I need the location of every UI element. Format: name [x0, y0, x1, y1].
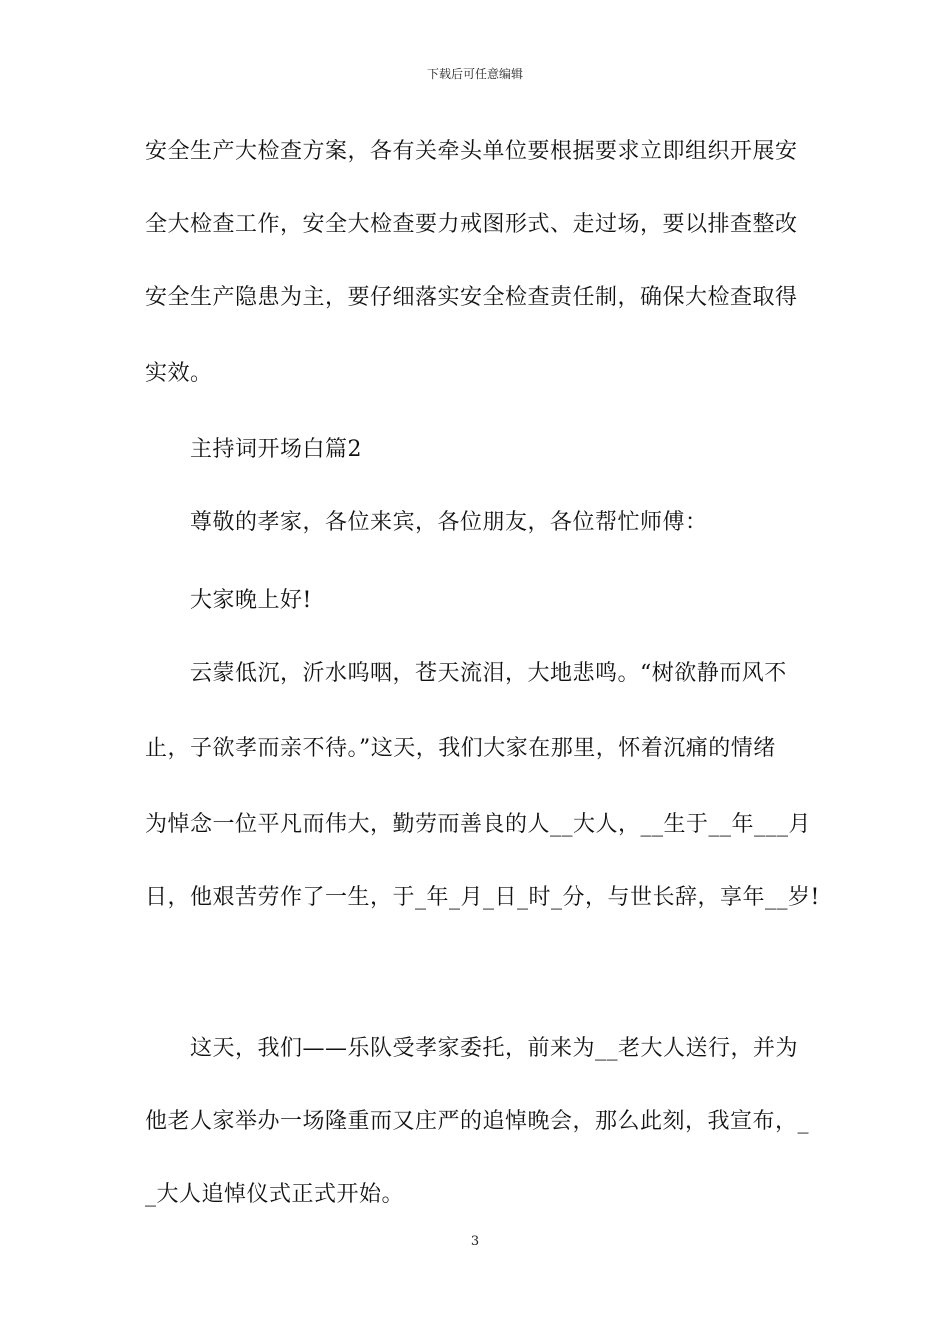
- body-line-14: _大人追悼仪式正式开始。: [145, 1182, 405, 1207]
- body-line-13: 他老人家举办一场隆重而又庄严的追悼晚会，那么此刻，我宣布，_: [145, 1109, 810, 1134]
- page-header: 下载后可任意编辑: [426, 67, 523, 81]
- body-line-3: 安全生产隐患为主，要仔细落实安全检查责任制，确保大检查取得: [145, 285, 798, 310]
- body-line-2: 全大检查工作，安全大检查要力戒图形式、走过场，要以排查整改: [145, 212, 798, 237]
- page-number: 3: [470, 1234, 480, 1249]
- body-line-8: 云蒙低沉，沂水呜咽，苍天流泪，大地悲鸣。“树欲静而风不: [190, 661, 787, 686]
- body-line-9: 止，子欲孝而亲不待。”这天，我们大家在那里，怀着沉痛的情绪: [145, 736, 776, 761]
- body-line-11: 日，他艰苦劳作了一生，于_年_月_日_时_分，与世长辞，享年__岁!: [145, 885, 820, 910]
- salutation: 尊敬的孝家，各位来宾，各位朋友，各位帮忙师傅：: [190, 510, 708, 535]
- body-line-12: 这天，我们——乐队受孝家委托，前来为__老大人送行，并为: [190, 1036, 799, 1061]
- body-line-10: 为悼念一位平凡而伟大，勤劳而善良的人__大人，__生于__年___月: [145, 812, 812, 837]
- greeting: 大家晚上好!: [190, 588, 312, 613]
- body-line-1: 安全生产大检查方案，各有关牵头单位要根据要求立即组织开展安: [145, 139, 798, 164]
- section-heading: 主持词开场白篇2: [190, 437, 362, 462]
- body-line-4: 实效。: [145, 361, 213, 386]
